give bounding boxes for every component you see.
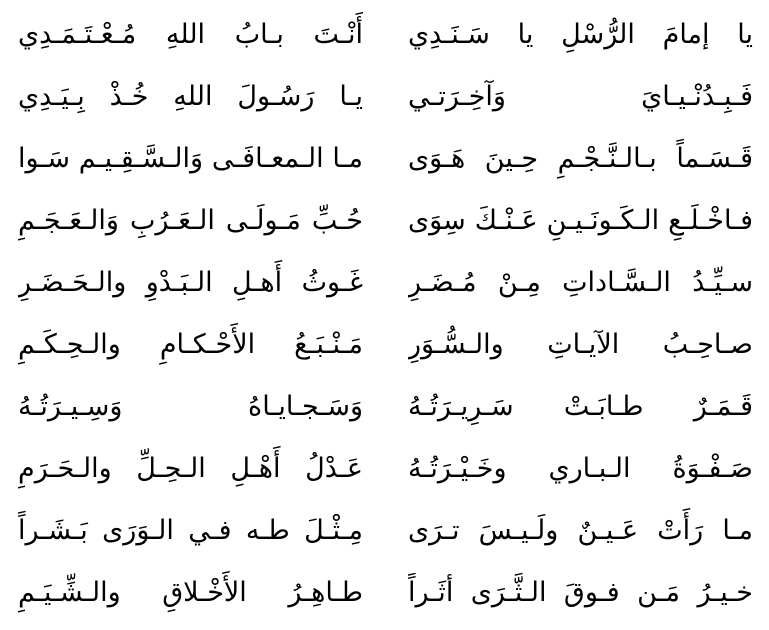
verse-first-hemistich: مـا رَأَتْ عَـيـنٌ ولَـيـسَ تـرَى [408, 515, 753, 546]
verse-second-hemistich: طـاهِـرُ الأَخْـلاقِ والـشِّـيَـمِ [18, 577, 363, 608]
verse-first-hemistich: يا إمامَ الرُّسْلِ يا سَـنَـدِي [408, 19, 753, 50]
verse [0, 128, 769, 190]
verse [0, 562, 769, 624]
verse [0, 66, 769, 128]
verse-second-hemistich: أَنْـتَ بـابُ اللهِ مُـعْـتَـمَـدِي [18, 19, 363, 50]
verse-first-hemistich: صَـفْـوَةُ الـبـاري وخَـيْـرَتُـهُ [408, 453, 753, 484]
verse [0, 314, 769, 376]
verse-first-hemistich: خـيـرُ مَـن فـوقَ الـثَّـرَى أثَـراً [408, 577, 753, 608]
verse-first-hemistich: سـيِّـدُ الـسَّـاداتِ مِـنْ مُـضَـرِ [408, 267, 753, 298]
verse-second-hemistich: عَـدْلُ أَهْـلِ الـحِـلِّ والـحَـرَمِ [18, 453, 363, 484]
verse-second-hemistich: يـا رَسُـولَ اللهِ خُـذْ بِـيَـدِي [18, 81, 363, 112]
verse-second-hemistich: مـا الـمعـافَـى وَالـسَّـقِـيـم سَـوا [18, 143, 363, 174]
verse-first-hemistich: صـاحِـبُ الآيـاتِ والـسُّـوَرِ [408, 329, 753, 360]
verse [0, 376, 769, 438]
verse-second-hemistich: مَـنْـبَـعُ الأَحْـكـامِ والـحِـكَـمِ [18, 329, 363, 360]
verse-first-hemistich: قَـمَـرٌ طـابَـتْ سَـرِيـرَتُـهُ [408, 391, 753, 422]
verse-second-hemistich: وَسَـجـايـاهُ وَسِـيـرَتُـهُ [18, 391, 363, 422]
verse [0, 4, 769, 66]
verse [0, 500, 769, 562]
verse-second-hemistich: حُـبِّ مَـولَـى الـعَـرُبِ وَالـعَـجَـمِ [18, 205, 363, 236]
verse [0, 438, 769, 500]
verse [0, 190, 769, 252]
verse-first-hemistich: فـاخْـلَـعِ الـكَـونَـيـنِ عَـنْـكَ سِوَى [408, 205, 753, 236]
verse [0, 252, 769, 314]
verse-second-hemistich: مِـثْـلَ طـه فـي الـوَرَى بَـشَـراً [18, 515, 363, 546]
verse-second-hemistich: غَـوثُ أَهـلِ الـبَـدْوِ والـحَـضَـرِ [18, 267, 363, 298]
verse-first-hemistich: فَـبِـدُنْـيـايَ وَآخِـرَتـي [408, 81, 753, 112]
verse-first-hemistich: قَـسَـماً بـالـنَّـجْـمِ حِـينَ هَـوَى [408, 143, 753, 174]
